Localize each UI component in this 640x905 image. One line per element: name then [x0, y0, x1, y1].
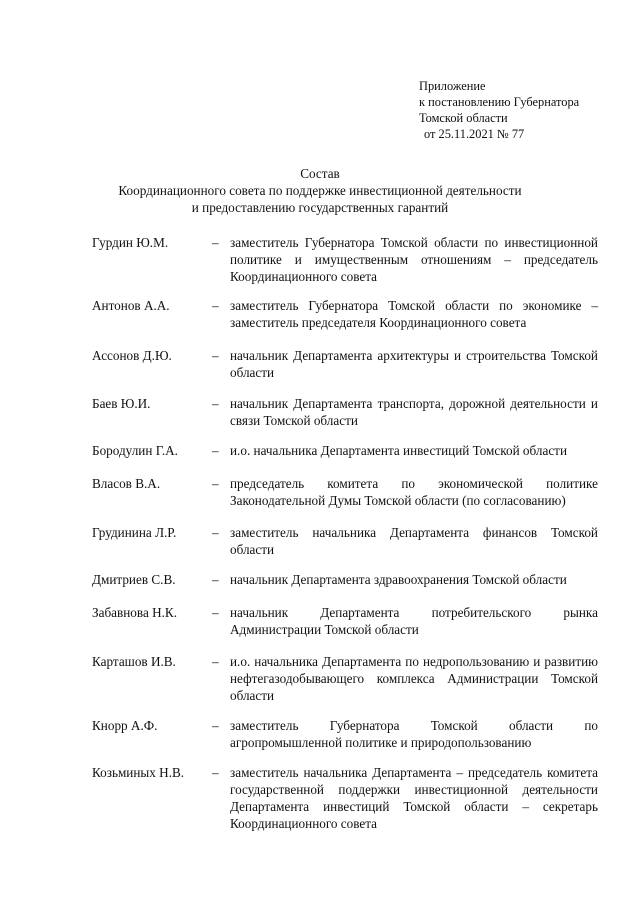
- appendix-line: Томской области: [419, 111, 508, 125]
- member-role: заместитель Губернатора Томской области по экономике – заместитель председателя Координационного совета: [230, 298, 598, 330]
- member-role: и.о. начальника Департамента по недропользованию и развитию нефтегазодобывающего комплекса Администрации Томской области: [230, 654, 598, 703]
- member-dash: –: [212, 718, 219, 733]
- appendix-line: Приложение: [419, 79, 486, 93]
- member-role: начальник Департамента потребительского рынка Администрации Томской области: [230, 605, 598, 637]
- member-role: начальник Департамента транспорта, дорожной деятельности и связи Томской области: [230, 396, 598, 428]
- member-role: заместитель начальника Департамента финансов Томской области: [230, 525, 598, 557]
- member-dash: –: [212, 235, 219, 250]
- title-line: и предоставлению государственных гарантий: [191, 200, 449, 215]
- member-dash: –: [212, 605, 219, 620]
- member-dash: –: [212, 443, 219, 458]
- member-dash: –: [212, 298, 219, 313]
- member-name: Кнорр А.Ф.: [92, 718, 158, 733]
- member-dash: –: [212, 348, 219, 363]
- title-line: Состав: [300, 166, 340, 181]
- document-title: [80, 165, 560, 216]
- member-name: Бородулин Г.А.: [92, 443, 178, 458]
- member-name: Забавнова Н.К.: [92, 605, 178, 620]
- member-name: Ассонов Д.Ю.: [92, 348, 172, 363]
- member-name: Власов В.А.: [92, 476, 161, 491]
- member-dash: –: [212, 765, 219, 780]
- member-role: и.о. начальника Департамента инвестиций Томской области: [230, 443, 568, 458]
- appendix-date-number: от 25.11.2021 № 77: [424, 127, 525, 141]
- member-name: Карташов И.В.: [92, 654, 176, 669]
- member-name: Козьминых Н.В.: [92, 765, 185, 780]
- member-dash: –: [212, 476, 219, 491]
- appendix-header: [419, 78, 579, 142]
- member-dash: –: [212, 396, 219, 411]
- member-name: Дмитриев С.В.: [92, 572, 176, 587]
- member-role: начальник Департамента архитектуры и строительства Томской области: [230, 348, 598, 380]
- member-name: Грудинина Л.Р.: [92, 525, 177, 540]
- member-role: заместитель Губернатора Томской области по агропромышленной политике и природопользованию: [230, 718, 598, 750]
- member-dash: –: [212, 654, 219, 669]
- member-role: заместитель Губернатора Томской области по инвестиционной политике и имущественным отношениям – председатель Координационного совета: [230, 235, 598, 284]
- member-dash: –: [212, 525, 219, 540]
- member-role: заместитель начальника Департамента – председатель комитета государственной поддержки инвестиционной деятельности Департамента инвестиций Томской области – секретарь Координационного совета: [230, 765, 598, 831]
- member-role: начальник Департамента здравоохранения Томской области: [230, 572, 567, 587]
- member-dash: –: [212, 572, 219, 587]
- member-name: Баев Ю.И.: [92, 396, 151, 411]
- appendix-line: к постановлению Губернатора: [419, 95, 580, 109]
- member-name: Антонов А.А.: [92, 298, 170, 313]
- member-role: председатель комитета по экономической политике Законодательной Думы Томской области (по согласованию): [230, 476, 598, 508]
- member-name: Гурдин Ю.М.: [92, 235, 169, 250]
- title-line: Координационного совета по поддержке инвестиционной деятельности: [118, 183, 522, 198]
